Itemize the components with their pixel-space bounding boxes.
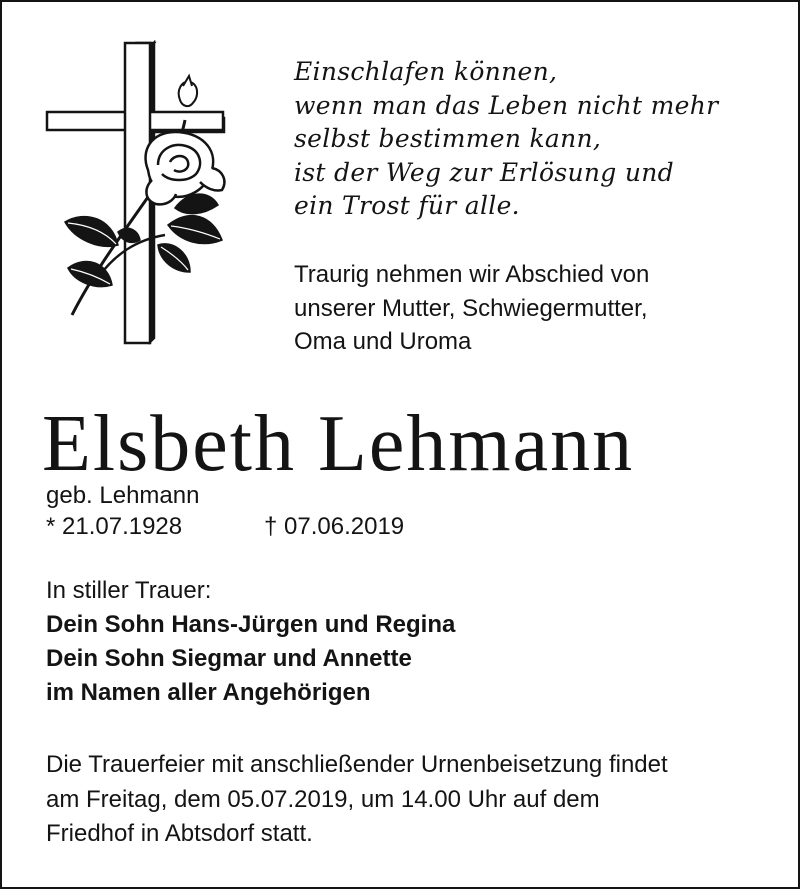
deceased-name: Elsbeth Lehmann [42,400,635,488]
poem-line: selbst bestimmen kann, [294,124,602,153]
mourner-line: im Namen aller Angehörigen [46,679,371,706]
birth-date: * 21.07.1928 [46,513,183,540]
ceremony-details [46,748,786,852]
poem-line: ein Trost für alle. [294,191,520,220]
mourners-heading: In stiller Trauer: [46,577,212,604]
intro-line: Oma und Uroma [294,328,472,355]
mourner-line: Dein Sohn Hans-Jürgen und Regina [46,611,456,638]
intro-line: Traurig nehmen wir Abschied von [294,261,650,288]
ceremony-line: Friedhof in Abtsdorf statt. [46,820,313,847]
ceremony-line: am Freitag, dem 05.07.2019, um 14.00 Uhr auf dem [46,785,600,813]
poem [294,55,718,223]
mourners-block [46,574,455,710]
death-date: † 07.06.2019 [264,513,405,540]
mourner-line: Dein Sohn Siegmar und Annette [46,645,412,672]
poem-line: ist der Weg zur Erlösung und [294,157,674,187]
farewell-intro [294,258,649,359]
cross-with-rose-icon [40,40,240,350]
poem-line: Einschlafen können, [294,57,558,86]
ceremony-line: Die Trauerfeier mit anschließender Urnenbeisetzung findet [46,751,668,778]
maiden-name: geb. Lehmann [46,482,200,509]
poem-line: wenn man das Leben nicht mehr [294,90,719,120]
intro-line: unserer Mutter, Schwiegermutter, [294,294,648,322]
